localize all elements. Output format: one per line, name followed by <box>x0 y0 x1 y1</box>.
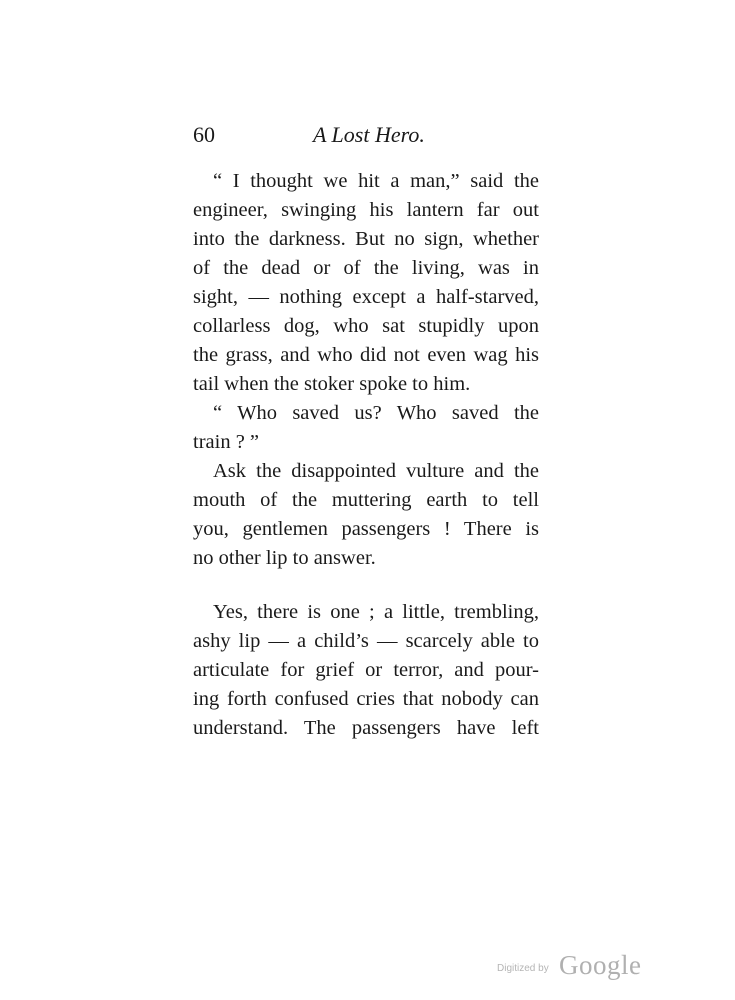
text-line: train ? ” <box>193 431 260 453</box>
text-line: mouth of the muttering earth to tell <box>193 489 539 511</box>
text-line: collarless dog, who sat stupidly upon <box>193 315 539 337</box>
google-logo: Google <box>559 950 642 980</box>
text-line: articulate for grief or terror, and pour- <box>193 659 539 681</box>
text-line: ing forth confused cries that nobody can <box>193 688 539 710</box>
running-title: A Lost Hero. <box>313 122 425 147</box>
paragraph-block-1 <box>193 167 539 573</box>
text-line: sight, — nothing except a half-starved, <box>193 286 539 308</box>
text-line: you, gentlemen passengers ! There is <box>193 518 539 540</box>
text-line: “ Who saved us? Who saved the <box>213 402 539 424</box>
text-line: tail when the stoker spoke to him. <box>193 373 471 395</box>
page-header <box>193 120 573 150</box>
text-line: Yes, there is one ; a little, trembling, <box>213 601 539 623</box>
text-line: understand. The passengers have left <box>193 717 539 739</box>
paragraph-block-2 <box>193 598 539 743</box>
text-line: engineer, swinging his lantern far out <box>193 199 539 221</box>
text-line: the grass, and who did not even wag his <box>193 344 539 366</box>
watermark-prefix: Digitized by <box>497 963 549 974</box>
text-line: no other lip to answer. <box>193 547 376 569</box>
text-line: of the dead or of the living, was in <box>193 257 539 279</box>
text-line: Ask the disappointed vulture and the <box>213 460 539 482</box>
page-number: 60 <box>193 122 215 147</box>
text-line: “ I thought we hit a man,” said the <box>213 170 539 192</box>
text-line: ashy lip — a child’s — scarcely able to <box>193 630 539 652</box>
text-line: into the darkness. But no sign, whether <box>193 228 539 250</box>
digitized-by-google-watermark <box>497 950 657 984</box>
